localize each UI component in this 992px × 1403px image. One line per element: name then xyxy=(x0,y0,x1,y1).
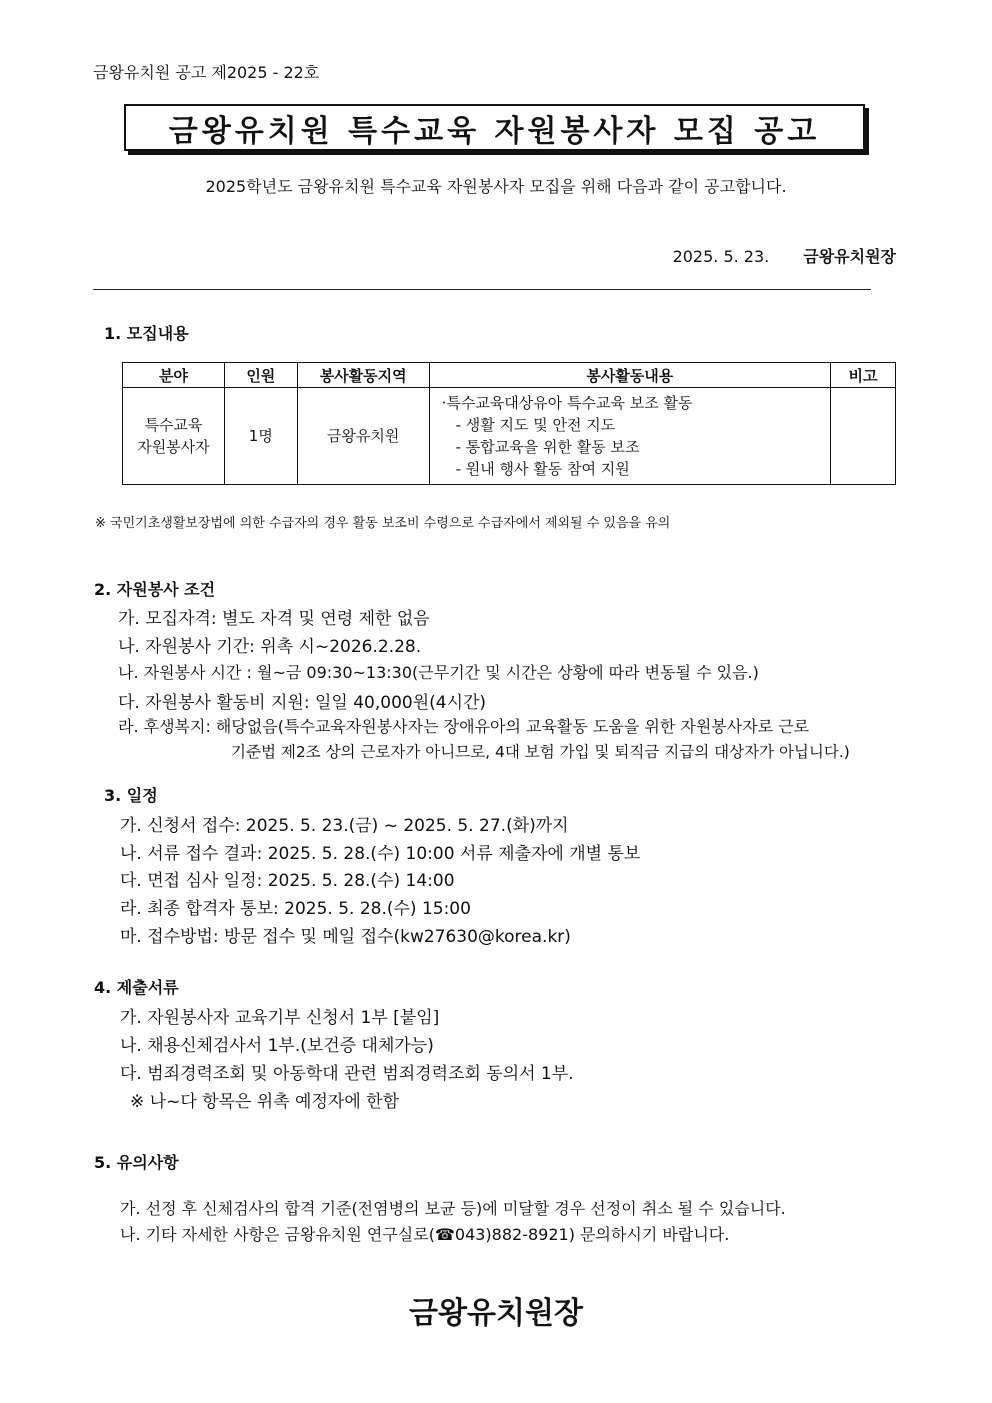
list-item: 나. 자원봉사 기간: 위촉 시~2026.2.28. xyxy=(118,637,422,657)
list-item: 나. 기타 자세한 사항은 금왕유치원 연구실로(☎043)882-8921) 문의하시기 바랍니다. xyxy=(120,1225,730,1244)
list-item: 마. 접수방법: 방문 접수 및 메일 접수(kw27630@korea.kr) xyxy=(120,927,571,947)
cell-count: 1명 xyxy=(224,388,297,485)
activity-item: ·특수교육대상유아 특수교육 보조 활동 xyxy=(441,394,693,412)
field-line-2: 자원봉사자 xyxy=(137,438,210,456)
cell-note xyxy=(831,388,896,485)
header-note: 비고 xyxy=(831,363,896,388)
header-area: 봉사활동지역 xyxy=(297,363,429,388)
list-item: 가. 모집자격: 별도 자격 및 연령 제한 없음 xyxy=(118,609,430,629)
list-item: 나. 자원봉사 시간 : 월~금 09:30~13:30(근무기간 및 시간은 상황에 따라 변동될 수 있음.) xyxy=(118,663,759,682)
list-item: 가. 신청서 접수: 2025. 5. 23.(금) ~ 2025. 5. 27.(화)까지 xyxy=(120,816,569,836)
section-2-heading: 2. 자원봉사 조건 xyxy=(94,580,216,599)
list-item: 라. 후생복지: 해당없음(특수교육자원봉사자는 장애유아의 교육활동 도움을 위한 자원봉사자로 근로 xyxy=(118,717,810,736)
section-5-heading: 5. 유의사항 xyxy=(94,1153,179,1172)
list-item: 나. 채용신체검사서 1부.(보건증 대체가능) xyxy=(120,1036,434,1056)
table-header-row xyxy=(123,363,896,388)
intro-text: 2025학년도 금왕유치원 특수교육 자원봉사자 모집을 위해 다음과 같이 공고합니다. xyxy=(205,177,787,196)
issuer: 금왕유치원장 xyxy=(803,247,896,266)
activity-item: - 원내 행사 활동 참여 지원 xyxy=(455,460,630,478)
header-field: 분야 xyxy=(123,363,225,388)
list-item-note: ※ 나~다 항목은 위촉 예정자에 한함 xyxy=(130,1092,399,1112)
header-activity: 봉사활동내용 xyxy=(429,363,830,388)
divider xyxy=(93,289,871,290)
recruitment-table xyxy=(122,362,896,485)
field-line-1: 특수교육 xyxy=(144,416,203,434)
activity-item: - 통합교육을 위한 활동 보조 xyxy=(455,438,640,456)
list-item: 가. 자원봉사자 교육기부 신청서 1부 [붙임] xyxy=(120,1008,440,1028)
cell-activity xyxy=(429,388,830,485)
table-row xyxy=(123,388,896,485)
list-item: 라. 최종 합격자 통보: 2025. 5. 28.(수) 15:00 xyxy=(120,899,471,919)
cell-field xyxy=(123,388,225,485)
footnote: ※ 국민기초생활보장법에 의한 수급자의 경우 활동 보조비 수령으로 수급자에서 제외될 수 있음을 유의 xyxy=(95,516,671,531)
notice-number: 금왕유치원 공고 제2025 - 22호 xyxy=(93,63,320,82)
section-3-heading: 3. 일정 xyxy=(104,786,158,805)
header-count: 인원 xyxy=(224,363,297,388)
list-item: 가. 선정 후 신체검사의 합격 기준(전염병의 보균 등)에 미달할 경우 선정이 취소 될 수 있습니다. xyxy=(120,1199,786,1218)
section-1-heading: 1. 모집내용 xyxy=(104,324,189,343)
notice-date: 2025. 5. 23. xyxy=(672,247,770,266)
list-item: 다. 자원봉사 활동비 지원: 일일 40,000원(4시간) xyxy=(118,693,487,713)
signature: 금왕유치원장 xyxy=(409,1296,583,1331)
cell-area: 금왕유치원 xyxy=(297,388,429,485)
date-line xyxy=(673,244,896,267)
list-item: 나. 서류 접수 결과: 2025. 5. 28.(수) 10:00 서류 제출자에 개별 통보 xyxy=(120,844,641,864)
section-4-heading: 4. 제출서류 xyxy=(94,978,179,997)
list-item-continuation: 기준법 제2조 상의 근로자가 아니므로, 4대 보험 가입 및 퇴직금 지급의 대상자가 아닙니다.) xyxy=(231,743,850,761)
list-item: 다. 면접 심사 일정: 2025. 5. 28.(수) 14:00 xyxy=(120,871,455,891)
page-title: 금왕유치원 특수교육 자원봉사자 모집 공고 xyxy=(124,104,865,151)
list-item: 다. 범죄경력조회 및 아동학대 관련 범죄경력조회 동의서 1부. xyxy=(120,1064,574,1084)
activity-item: - 생활 지도 및 안전 지도 xyxy=(455,416,616,434)
